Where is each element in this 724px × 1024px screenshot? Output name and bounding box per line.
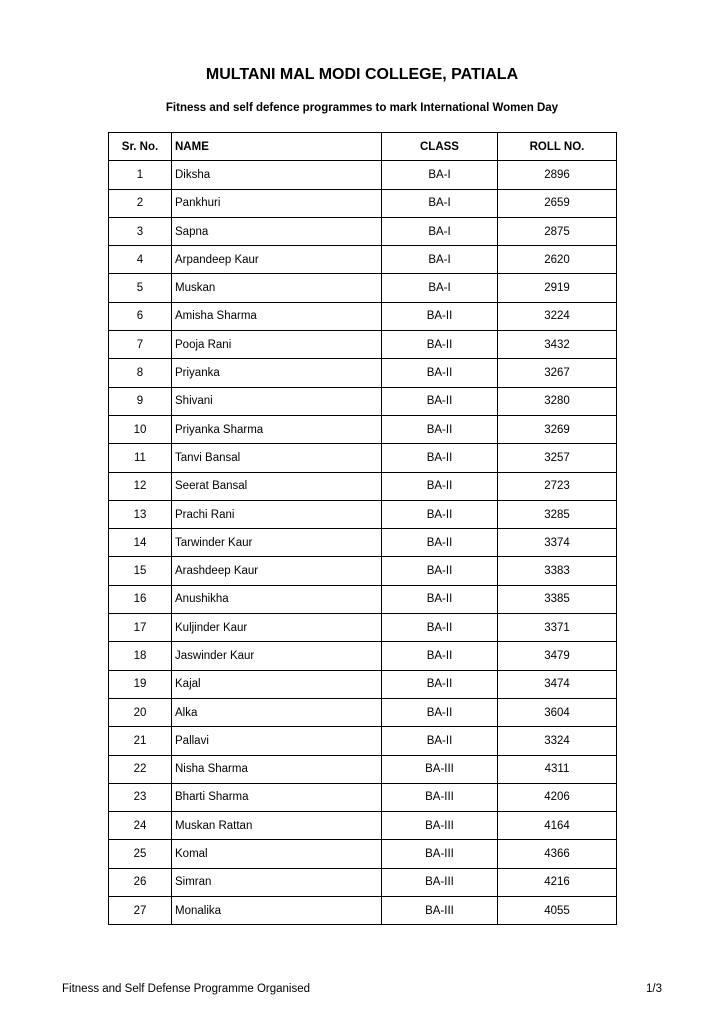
cell-class: BA-II — [382, 472, 498, 500]
cell-class: BA-III — [382, 783, 498, 811]
cell-name: Anushikha — [172, 585, 382, 613]
cell-name: Tanvi Bansal — [172, 444, 382, 472]
cell-roll-no: 4206 — [498, 783, 617, 811]
cell-name: Monalika — [172, 897, 382, 925]
cell-roll-no: 3385 — [498, 585, 617, 613]
cell-sr-no: 3 — [109, 217, 172, 245]
cell-class: BA-I — [382, 246, 498, 274]
table-row — [109, 868, 617, 896]
cell-sr-no: 10 — [109, 415, 172, 443]
cell-roll-no: 3285 — [498, 500, 617, 528]
cell-name: Kuljinder Kaur — [172, 614, 382, 642]
cell-roll-no: 2723 — [498, 472, 617, 500]
header-roll-no: ROLL NO. — [498, 133, 617, 161]
cell-name: Muskan — [172, 274, 382, 302]
cell-class: BA-III — [382, 840, 498, 868]
cell-name: Seerat Bansal — [172, 472, 382, 500]
cell-roll-no: 3374 — [498, 529, 617, 557]
cell-roll-no: 4311 — [498, 755, 617, 783]
cell-sr-no: 24 — [109, 812, 172, 840]
table-row — [109, 444, 617, 472]
cell-class: BA-III — [382, 812, 498, 840]
cell-name: Arashdeep Kaur — [172, 557, 382, 585]
cell-roll-no: 3383 — [498, 557, 617, 585]
cell-class: BA-II — [382, 302, 498, 330]
cell-class: BA-II — [382, 529, 498, 557]
cell-sr-no: 19 — [109, 670, 172, 698]
table-row — [109, 783, 617, 811]
cell-sr-no: 27 — [109, 897, 172, 925]
table-row — [109, 302, 617, 330]
cell-sr-no: 16 — [109, 585, 172, 613]
cell-class: BA-I — [382, 274, 498, 302]
cell-name: Arpandeep Kaur — [172, 246, 382, 274]
table-row — [109, 840, 617, 868]
cell-roll-no: 3224 — [498, 302, 617, 330]
cell-sr-no: 7 — [109, 331, 172, 359]
footer-caption: Fitness and Self Defense Programme Organised — [62, 983, 311, 995]
cell-roll-no: 2896 — [498, 161, 617, 189]
cell-name: Amisha Sharma — [172, 302, 382, 330]
cell-roll-no: 4164 — [498, 812, 617, 840]
cell-roll-no: 3267 — [498, 359, 617, 387]
cell-sr-no: 25 — [109, 840, 172, 868]
table-row — [109, 359, 617, 387]
cell-class: BA-II — [382, 698, 498, 726]
cell-class: BA-I — [382, 217, 498, 245]
cell-name: Kajal — [172, 670, 382, 698]
cell-class: BA-II — [382, 557, 498, 585]
cell-name: Komal — [172, 840, 382, 868]
cell-sr-no: 21 — [109, 727, 172, 755]
cell-roll-no: 3432 — [498, 331, 617, 359]
cell-sr-no: 23 — [109, 783, 172, 811]
cell-class: BA-II — [382, 444, 498, 472]
cell-class: BA-I — [382, 189, 498, 217]
cell-sr-no: 14 — [109, 529, 172, 557]
cell-class: BA-II — [382, 642, 498, 670]
cell-sr-no: 20 — [109, 698, 172, 726]
cell-sr-no: 15 — [109, 557, 172, 585]
cell-name: Pooja Rani — [172, 331, 382, 359]
cell-sr-no: 1 — [109, 161, 172, 189]
cell-name: Pankhuri — [172, 189, 382, 217]
table-row — [109, 189, 617, 217]
cell-class: BA-I — [382, 161, 498, 189]
cell-name: Jaswinder Kaur — [172, 642, 382, 670]
cell-roll-no: 3324 — [498, 727, 617, 755]
cell-name: Sapna — [172, 217, 382, 245]
table-row — [109, 500, 617, 528]
header-name: NAME — [172, 133, 382, 161]
table-row — [109, 585, 617, 613]
cell-sr-no: 2 — [109, 189, 172, 217]
participants-table — [108, 132, 617, 925]
table-row — [109, 755, 617, 783]
cell-name: Alka — [172, 698, 382, 726]
cell-sr-no: 9 — [109, 387, 172, 415]
cell-sr-no: 8 — [109, 359, 172, 387]
cell-class: BA-III — [382, 897, 498, 925]
header-class: CLASS — [382, 133, 498, 161]
table-row — [109, 727, 617, 755]
cell-name: Tarwinder Kaur — [172, 529, 382, 557]
cell-class: BA-II — [382, 670, 498, 698]
cell-sr-no: 6 — [109, 302, 172, 330]
table-row — [109, 415, 617, 443]
table-row — [109, 557, 617, 585]
cell-class: BA-II — [382, 415, 498, 443]
cell-roll-no: 3257 — [498, 444, 617, 472]
cell-name: Diksha — [172, 161, 382, 189]
cell-roll-no: 2875 — [498, 217, 617, 245]
cell-name: Bharti Sharma — [172, 783, 382, 811]
table-row — [109, 897, 617, 925]
cell-sr-no: 4 — [109, 246, 172, 274]
page-number: 1/3 — [646, 983, 662, 995]
table-row — [109, 812, 617, 840]
cell-roll-no: 3269 — [498, 415, 617, 443]
cell-roll-no: 4216 — [498, 868, 617, 896]
table-header-row — [109, 133, 617, 161]
cell-class: BA-II — [382, 585, 498, 613]
table-row — [109, 274, 617, 302]
cell-roll-no: 2659 — [498, 189, 617, 217]
cell-sr-no: 5 — [109, 274, 172, 302]
table-row — [109, 670, 617, 698]
table-row — [109, 331, 617, 359]
cell-roll-no: 3604 — [498, 698, 617, 726]
table-row — [109, 642, 617, 670]
cell-name: Muskan Rattan — [172, 812, 382, 840]
cell-roll-no: 3479 — [498, 642, 617, 670]
cell-name: Priyanka Sharma — [172, 415, 382, 443]
cell-roll-no: 3371 — [498, 614, 617, 642]
table-row — [109, 529, 617, 557]
cell-sr-no: 18 — [109, 642, 172, 670]
document-subtitle: Fitness and self defence programmes to mark International Women Day — [165, 102, 559, 114]
cell-class: BA-II — [382, 387, 498, 415]
cell-sr-no: 12 — [109, 472, 172, 500]
header-sr-no: Sr. No. — [109, 133, 172, 161]
cell-roll-no: 4366 — [498, 840, 617, 868]
table-row — [109, 161, 617, 189]
table-row — [109, 472, 617, 500]
cell-class: BA-II — [382, 614, 498, 642]
table-row — [109, 387, 617, 415]
cell-roll-no: 3474 — [498, 670, 617, 698]
cell-name: Priyanka — [172, 359, 382, 387]
cell-name: Shivani — [172, 387, 382, 415]
cell-roll-no: 3280 — [498, 387, 617, 415]
cell-roll-no: 4055 — [498, 897, 617, 925]
cell-roll-no: 2919 — [498, 274, 617, 302]
cell-name: Prachi Rani — [172, 500, 382, 528]
cell-sr-no: 17 — [109, 614, 172, 642]
table-row — [109, 246, 617, 274]
cell-class: BA-II — [382, 500, 498, 528]
table-row — [109, 698, 617, 726]
cell-class: BA-II — [382, 727, 498, 755]
cell-name: Simran — [172, 868, 382, 896]
cell-sr-no: 26 — [109, 868, 172, 896]
document-title: MULTANI MAL MODI COLLEGE, PATIALA — [205, 66, 519, 83]
cell-class: BA-II — [382, 359, 498, 387]
cell-class: BA-III — [382, 868, 498, 896]
cell-sr-no: 11 — [109, 444, 172, 472]
cell-class: BA-II — [382, 331, 498, 359]
cell-class: BA-III — [382, 755, 498, 783]
cell-sr-no: 13 — [109, 500, 172, 528]
cell-roll-no: 2620 — [498, 246, 617, 274]
table-row — [109, 217, 617, 245]
cell-sr-no: 22 — [109, 755, 172, 783]
table-row — [109, 614, 617, 642]
cell-name: Pallavi — [172, 727, 382, 755]
cell-name: Nisha Sharma — [172, 755, 382, 783]
